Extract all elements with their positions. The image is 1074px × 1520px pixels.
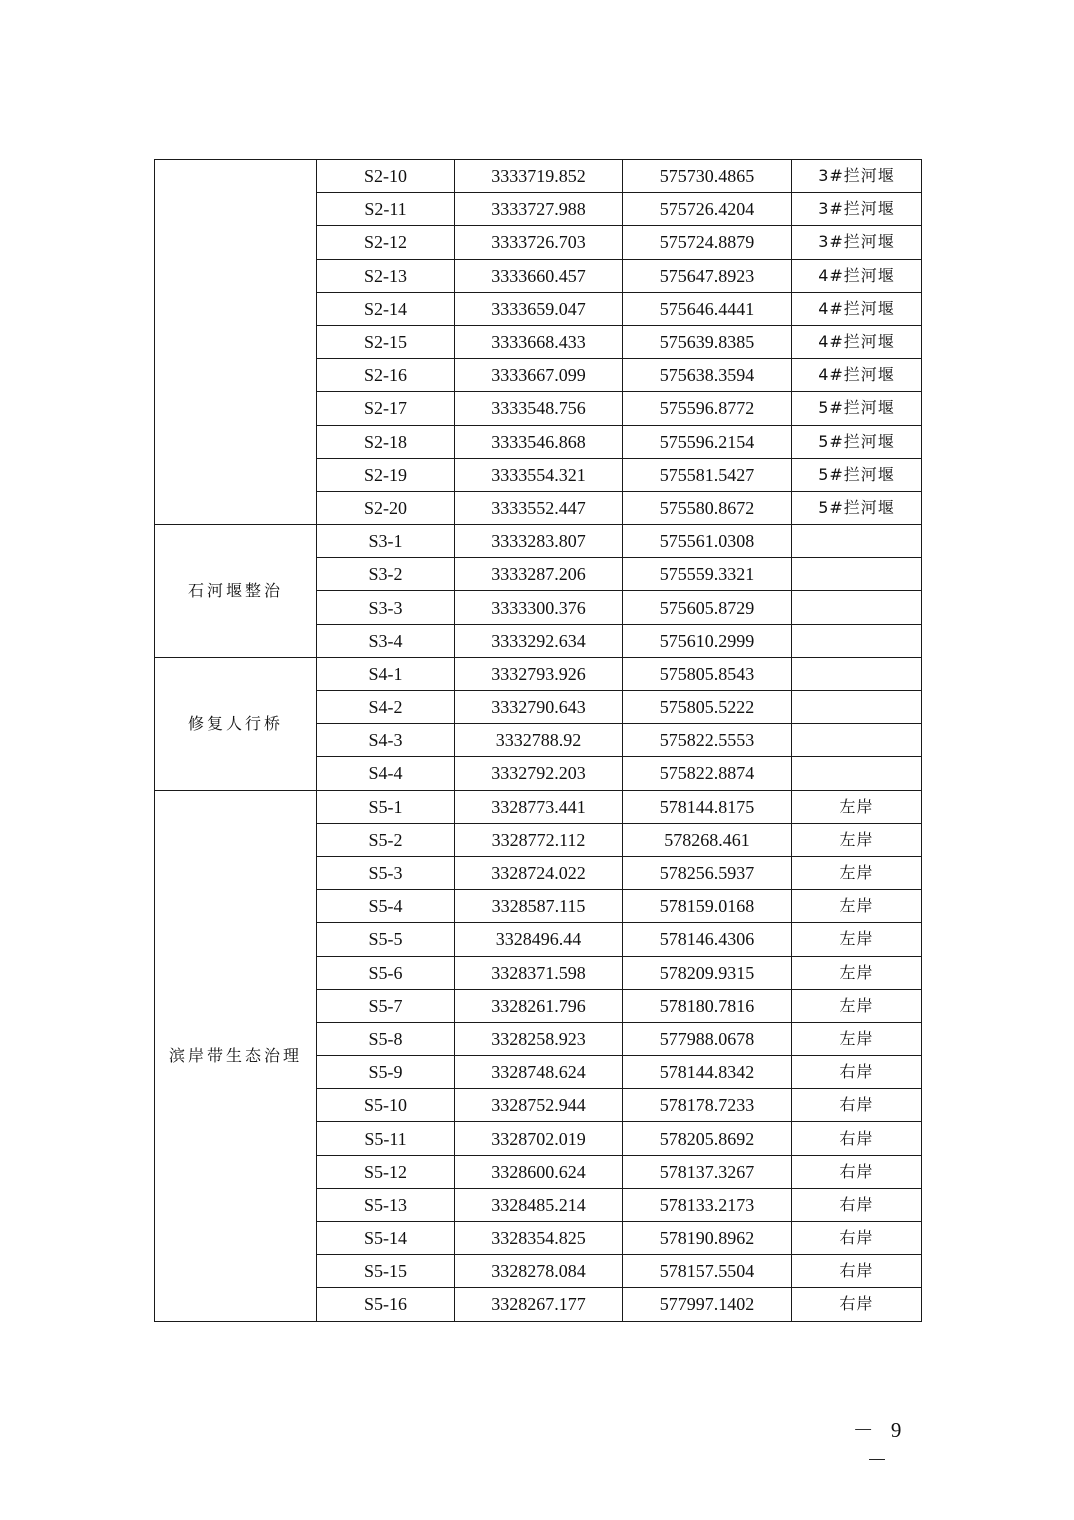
point-id-cell: S5-3 (317, 856, 455, 889)
point-id-cell: S5-14 (317, 1222, 455, 1255)
y-coordinate-cell: 575561.0308 (623, 525, 792, 558)
point-id-cell: S5-15 (317, 1255, 455, 1288)
y-coordinate-cell: 575646.4441 (623, 292, 792, 325)
point-id-cell: S5-10 (317, 1089, 455, 1122)
point-id-cell: S4-2 (317, 691, 455, 724)
x-coordinate-cell: 3328354.825 (455, 1222, 623, 1255)
table-row (155, 525, 922, 558)
y-coordinate-cell: 578146.4306 (623, 923, 792, 956)
x-coordinate-cell: 3333292.634 (455, 624, 623, 657)
point-id-cell: S5-7 (317, 989, 455, 1022)
y-coordinate-cell: 578144.8342 (623, 1056, 792, 1089)
note-cell: 5#拦河堰 (792, 392, 922, 425)
note-cell: 3#拦河堰 (792, 226, 922, 259)
x-coordinate-cell: 3333726.703 (455, 226, 623, 259)
note-cell (792, 558, 922, 591)
point-id-cell: S5-1 (317, 790, 455, 823)
x-coordinate-cell: 3328702.019 (455, 1122, 623, 1155)
note-cell: 右岸 (792, 1188, 922, 1221)
group-name-cell: 滨岸带生态治理 (155, 790, 317, 1321)
point-id-cell: S2-15 (317, 325, 455, 358)
x-coordinate-cell: 3328752.944 (455, 1089, 623, 1122)
point-id-cell: S5-16 (317, 1288, 455, 1321)
note-cell: 右岸 (792, 1122, 922, 1155)
note-cell: 4#拦河堰 (792, 259, 922, 292)
note-cell (792, 591, 922, 624)
y-coordinate-cell: 575730.4865 (623, 160, 792, 193)
x-coordinate-cell: 3333283.807 (455, 525, 623, 558)
y-coordinate-cell: 575559.3321 (623, 558, 792, 591)
y-coordinate-cell: 575581.5427 (623, 458, 792, 491)
y-coordinate-cell: 575822.5553 (623, 724, 792, 757)
y-coordinate-cell: 575639.8385 (623, 325, 792, 358)
point-id-cell: S2-14 (317, 292, 455, 325)
x-coordinate-cell: 3328773.441 (455, 790, 623, 823)
group-name-cell (155, 160, 317, 525)
x-coordinate-cell: 3328371.598 (455, 956, 623, 989)
note-cell: 左岸 (792, 1022, 922, 1055)
note-cell: 右岸 (792, 1222, 922, 1255)
x-coordinate-cell: 3328267.177 (455, 1288, 623, 1321)
y-coordinate-cell: 575726.4204 (623, 193, 792, 226)
x-coordinate-cell: 3333667.099 (455, 359, 623, 392)
table-row (155, 657, 922, 690)
note-cell: 右岸 (792, 1089, 922, 1122)
coordinate-table (154, 159, 922, 1322)
point-id-cell: S2-19 (317, 458, 455, 491)
note-cell: 右岸 (792, 1155, 922, 1188)
point-id-cell: S4-4 (317, 757, 455, 790)
y-coordinate-cell: 575805.5222 (623, 691, 792, 724)
x-coordinate-cell: 3328587.115 (455, 890, 623, 923)
y-coordinate-cell: 578205.8692 (623, 1122, 792, 1155)
note-cell (792, 724, 922, 757)
note-cell: 5#拦河堰 (792, 491, 922, 524)
x-coordinate-cell: 3332793.926 (455, 657, 623, 690)
note-cell: 3#拦河堰 (792, 193, 922, 226)
y-coordinate-cell: 575638.3594 (623, 359, 792, 392)
y-coordinate-cell: 578159.0168 (623, 890, 792, 923)
note-cell: 4#拦河堰 (792, 325, 922, 358)
point-id-cell: S2-16 (317, 359, 455, 392)
note-cell (792, 525, 922, 558)
y-coordinate-cell: 578190.8962 (623, 1222, 792, 1255)
note-cell: 4#拦河堰 (792, 359, 922, 392)
point-id-cell: S3-2 (317, 558, 455, 591)
note-cell: 左岸 (792, 923, 922, 956)
note-cell (792, 757, 922, 790)
x-coordinate-cell: 3333660.457 (455, 259, 623, 292)
point-id-cell: S2-18 (317, 425, 455, 458)
point-id-cell: S5-13 (317, 1188, 455, 1221)
point-id-cell: S5-11 (317, 1122, 455, 1155)
y-coordinate-cell: 575822.8874 (623, 757, 792, 790)
x-coordinate-cell: 3333548.756 (455, 392, 623, 425)
x-coordinate-cell: 3332788.92 (455, 724, 623, 757)
x-coordinate-cell: 3328258.923 (455, 1022, 623, 1055)
note-cell: 5#拦河堰 (792, 425, 922, 458)
y-coordinate-cell: 575596.2154 (623, 425, 792, 458)
x-coordinate-cell: 3333554.321 (455, 458, 623, 491)
x-coordinate-cell: 3328748.624 (455, 1056, 623, 1089)
point-id-cell: S3-3 (317, 591, 455, 624)
y-coordinate-cell: 578180.7816 (623, 989, 792, 1022)
coordinate-table-body (155, 160, 922, 1322)
note-cell (792, 657, 922, 690)
note-cell: 左岸 (792, 890, 922, 923)
x-coordinate-cell: 3333659.047 (455, 292, 623, 325)
point-id-cell: S5-4 (317, 890, 455, 923)
y-coordinate-cell: 577997.1402 (623, 1288, 792, 1321)
x-coordinate-cell: 3328278.084 (455, 1255, 623, 1288)
y-coordinate-cell: 575596.8772 (623, 392, 792, 425)
point-id-cell: S5-5 (317, 923, 455, 956)
y-coordinate-cell: 578178.7233 (623, 1089, 792, 1122)
y-coordinate-cell: 575647.8923 (623, 259, 792, 292)
point-id-cell: S2-11 (317, 193, 455, 226)
y-coordinate-cell: 575610.2999 (623, 624, 792, 657)
x-coordinate-cell: 3333727.988 (455, 193, 623, 226)
x-coordinate-cell: 3328261.796 (455, 989, 623, 1022)
point-id-cell: S2-13 (317, 259, 455, 292)
note-cell: 左岸 (792, 790, 922, 823)
x-coordinate-cell: 3328485.214 (455, 1188, 623, 1221)
point-id-cell: S5-9 (317, 1056, 455, 1089)
note-cell: 左岸 (792, 823, 922, 856)
x-coordinate-cell: 3333300.376 (455, 591, 623, 624)
page-number: － 9 － (852, 1418, 908, 1472)
x-coordinate-cell: 3332792.203 (455, 757, 623, 790)
x-coordinate-cell: 3328772.112 (455, 823, 623, 856)
point-id-cell: S5-12 (317, 1155, 455, 1188)
x-coordinate-cell: 3333287.206 (455, 558, 623, 591)
note-cell: 右岸 (792, 1056, 922, 1089)
x-coordinate-cell: 3328496.44 (455, 923, 623, 956)
group-name-cell: 修复人行桥 (155, 657, 317, 790)
y-coordinate-cell: 578209.9315 (623, 956, 792, 989)
y-coordinate-cell: 575605.8729 (623, 591, 792, 624)
y-coordinate-cell: 578144.8175 (623, 790, 792, 823)
y-coordinate-cell: 578133.2173 (623, 1188, 792, 1221)
note-cell: 右岸 (792, 1255, 922, 1288)
point-id-cell: S4-1 (317, 657, 455, 690)
note-cell: 5#拦河堰 (792, 458, 922, 491)
x-coordinate-cell: 3333719.852 (455, 160, 623, 193)
group-name-cell: 石河堰整治 (155, 525, 317, 658)
y-coordinate-cell: 578137.3267 (623, 1155, 792, 1188)
x-coordinate-cell: 3333552.447 (455, 491, 623, 524)
point-id-cell: S5-6 (317, 956, 455, 989)
point-id-cell: S5-2 (317, 823, 455, 856)
x-coordinate-cell: 3328600.624 (455, 1155, 623, 1188)
note-cell: 4#拦河堰 (792, 292, 922, 325)
point-id-cell: S3-1 (317, 525, 455, 558)
y-coordinate-cell: 578268.461 (623, 823, 792, 856)
note-cell: 左岸 (792, 956, 922, 989)
y-coordinate-cell: 578157.5504 (623, 1255, 792, 1288)
note-cell: 右岸 (792, 1288, 922, 1321)
table-row (155, 160, 922, 193)
point-id-cell: S2-12 (317, 226, 455, 259)
point-id-cell: S2-17 (317, 392, 455, 425)
x-coordinate-cell: 3333546.868 (455, 425, 623, 458)
point-id-cell: S2-10 (317, 160, 455, 193)
x-coordinate-cell: 3332790.643 (455, 691, 623, 724)
point-id-cell: S3-4 (317, 624, 455, 657)
note-cell: 3#拦河堰 (792, 160, 922, 193)
x-coordinate-cell: 3333668.433 (455, 325, 623, 358)
y-coordinate-cell: 575805.8543 (623, 657, 792, 690)
table-row (155, 790, 922, 823)
note-cell: 左岸 (792, 989, 922, 1022)
point-id-cell: S4-3 (317, 724, 455, 757)
x-coordinate-cell: 3328724.022 (455, 856, 623, 889)
note-cell (792, 624, 922, 657)
note-cell: 左岸 (792, 856, 922, 889)
y-coordinate-cell: 575580.8672 (623, 491, 792, 524)
note-cell (792, 691, 922, 724)
point-id-cell: S5-8 (317, 1022, 455, 1055)
point-id-cell: S2-20 (317, 491, 455, 524)
y-coordinate-cell: 578256.5937 (623, 856, 792, 889)
y-coordinate-cell: 577988.0678 (623, 1022, 792, 1055)
y-coordinate-cell: 575724.8879 (623, 226, 792, 259)
